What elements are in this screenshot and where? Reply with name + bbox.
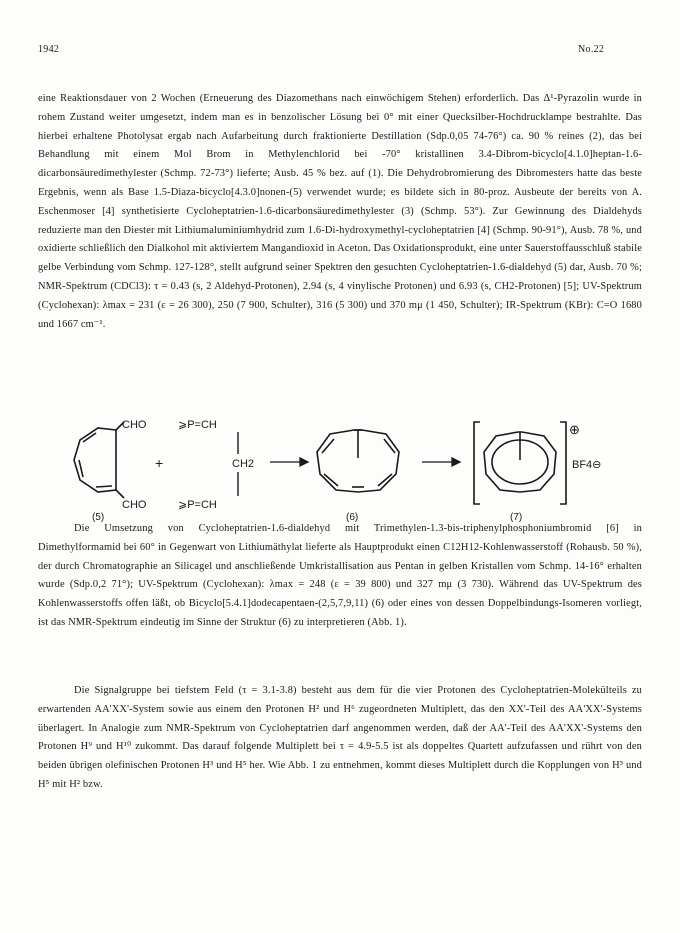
paragraph-synthesis: eine Reaktionsdauer von 2 Wochen (Erneuerung des Diazomethans nach einwöchigem Stehen) erforderlich. Das Δ¹-Pyrazolin wurde in rohem Zustand weiter umgesetzt, indem man es in benzolischer Lösung bei 0° mit einer Quecksilber-Hochdrucklampe bestrahlte. Das hierbei erhaltene Photolysat ergab nach Aufarbeitung durch fraktionierte Destillation (Sdp.0,05 74-76°) ca. 90 % reines (2), das bei Behandlung mit einem Mol Brom in Methylenchlorid bei -70° kristallinen 3.4-Dibrom-bicyclo[4.1.0]heptan-1.6-dicarbonsäuredimethylester (Schmp. 72-73°) lieferte; Ausb. 45 % bez. auf (1). Die Dehydrobromierung des Dibromesters hatte das beste Ergebnis, wenn als Base 1.5-Diaza-bicyclo[4.3.0]nonen-(5) verwendet wurde; es bildete sich in 80-proz. Ausbeute der bereits von A. Eschenmoser [4] synthetisierte Cycloheptatrien-1.6-dicarbonsäuredimethylester (3) (Schmp. 53°). Zur Gewinnung des Dialdehyds reduzierte man den Diester mit Lithiumaluminiumhydrid zum 1.6-Di-hydroxymethyl-cycloheptatrien [4] (Schmp. 90-91°), Ausb. 78 %, und oxidierte schließlich den Dialkohol mit aktiviertem Mangandioxid in Aceton. Das Oxidationsprodukt, eine unter Sauerstoffausschluß stabile gelbe Verbindung vom Schmp. 127-128°, stellt aufgrund seiner Spektren den gesuchten Cycloheptatrien-1.6-dialdehyd (5) dar, Ausb. 70 %; NMR-Spektrum (CDCl3): τ = 0.43 (s, 2 Aldehyd-Protonen), 2.94 (s, 4 vinylische Protonen) und 6.93 (s, CH2-Protonen) [5]; UV-Spektrum (Cyclohexan): λmax = 231 (ε = 26 300), 250 (7 900, Schulter), 316 (5 300) und 370 mμ (1 450, Schulter); IR-Spektrum (KBr): C=O 1680 und 1667 cm⁻¹. (38, 93, 642, 330)
issue-number: No.22 (578, 44, 605, 55)
compound-5-structure (74, 422, 124, 498)
counter-ion: BF4⊖ (572, 459, 602, 471)
compound-7-structure (474, 422, 566, 504)
reaction-scheme (50, 418, 630, 526)
compound-6-structure (317, 430, 399, 492)
charge-symbol: ⊕ (569, 422, 580, 437)
label-compound-5: (5) (92, 512, 105, 523)
label-compound-6: (6) (346, 512, 359, 523)
paragraph-reaction: Die Umsetzung von Cycloheptatrien-1.6-dialdehyd mit Trimethylen-1.3-bis-triphenylphosphoniumbromid [6] in Dimethylformamid bei 60° in Gegenwart von Lithiumäthylat lieferte als Hauptprodukt einen C12H12-Kohlenwasserstoff (Rohausb. 50 %), der durch Chromatographie an Silicagel und anschließende Umkristallisation aus Pentan in gelben Kristallen vom Schmp. 14-16° erhalten wurde (Sdp.0,2 71°); UV-Spektrum (Cyclohexan): λmax = 248 (ε = 39 800) und 327 mμ (3 730). Während das UV-Spektrum des Kohlenwasserstoffs offen läßt, ob Bicyclo[5.4.1]dodecapentaen-(2,5,7,9,11) (6) oder eines von dessen Doppelbindungs-Isomeren vorliegt, ist das NMR-Spektrum eindeutig im Sinne der Struktur (6) zu interpretieren (Abb. 1). (38, 523, 642, 628)
reaction-arrow-2 (422, 458, 460, 466)
paragraph-nmr: Die Signalgruppe bei tiefstem Feld (τ = 3.1-3.8) besteht aus dem für die vier Protonen des Cycloheptatrien-Molekülteils zu erwartenden AA'XX'-System sowie aus einem den Protonen H² und H⁶ zugeordneten Multiplett, das den XX'-Teil des AA'XX'-Systems überlagert. In Analogie zum NMR-Spektrum von Cycloheptatrien darf angenommen werden, daß der AA'-Teil des AA'XX'-Systems den Protonen H⁹ und H¹⁰ zukommt. Das darauf folgende Multiplett bei τ = 4.9-5.5 ist als doppeltes Quartett aufzufassen und rührt von den beiden übrigen olefinischen Protonen H³ und H⁵ her. Wie Abb. 1 zu entnehmen, kommt dieses Multiplett durch die Kopplungen von H³ und H⁵ mit H² bzw. (38, 685, 642, 790)
cho-top-label: CHO (122, 419, 147, 431)
ch2-label: CH2 (232, 458, 255, 470)
reaction-arrow-1 (270, 458, 308, 466)
page-number: 1942 (38, 44, 60, 55)
cho-bottom-label: CHO (122, 499, 147, 511)
ylide-bottom: ⩾P=CH (178, 499, 217, 511)
ylide-top: ⩾P=CH (178, 419, 217, 431)
plus-sign: + (155, 455, 164, 471)
label-compound-7: (7) (510, 512, 523, 523)
